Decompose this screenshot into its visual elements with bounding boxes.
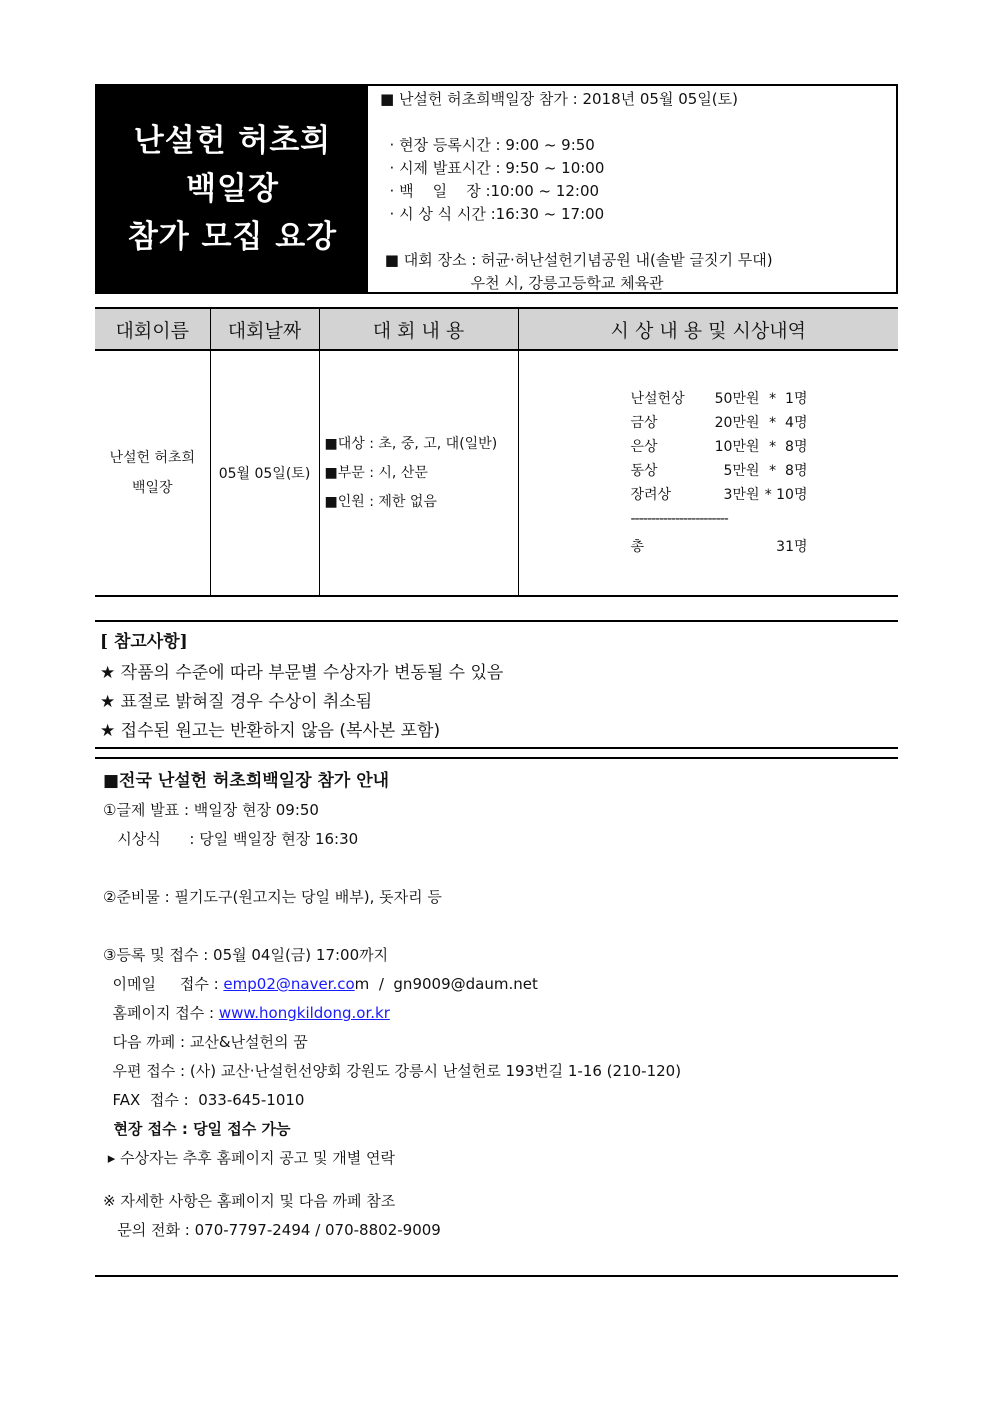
guide-ceremony: 시상식 : 당일 백일장 현장 16:30	[103, 830, 359, 848]
homepage-label: 홈페이지 접수 :	[103, 1004, 219, 1022]
schedule-registration: · 현장 등록시간 : 9:00 ~ 9:50	[380, 136, 595, 154]
guide-onsite: 현장 접수 : 당일 접수 가능	[103, 1120, 291, 1138]
guide-phone: 문의 전화 : 070-7797-2494 / 070-8802-9009	[103, 1221, 441, 1239]
email-rest: m / gn9009@daum.net	[354, 975, 538, 993]
prize-row	[631, 411, 899, 435]
contest-name-cell	[95, 350, 210, 596]
divider	[95, 747, 898, 749]
guide-heading: ■전국 난설헌 허초희백일장 참가 안내	[103, 771, 390, 791]
header-content: 대 회 내 용	[319, 308, 518, 350]
divider	[95, 620, 898, 622]
title-line-3: 참가 모집 요강	[127, 219, 338, 255]
reference-item: ★ 작품의 수준에 따라 부문별 수상자가 변동될 수 있음	[100, 663, 504, 683]
reference-heading: [ 참고사항]	[100, 632, 188, 652]
prize-name: 금상	[630, 415, 658, 431]
schedule-contest: · 백 일 장 :10:00 ~ 12:00	[380, 182, 600, 200]
content-category: ■부문 : 시, 산문	[324, 464, 428, 481]
prize-amount: 5만원	[723, 463, 760, 479]
guide-topic-announce: ①글제 발표 : 백일장 현장 09:50	[103, 801, 319, 819]
prize-amount: 10만원	[714, 439, 760, 455]
venue-main: ■ 대회 장소 : 허균·허난설헌기념공원 내(솔밭 글짓기 무대)	[380, 251, 773, 269]
guide-email	[103, 970, 681, 999]
header-date: 대회날짜	[210, 308, 319, 350]
prize-name: 은상	[630, 439, 658, 455]
prize-amount: 20만원	[714, 415, 760, 431]
prize-cell	[518, 350, 898, 596]
content-limit: ■인원 : 제한 없음	[324, 493, 437, 510]
total-label: 총	[630, 539, 645, 555]
prize-amount: 3만원	[723, 487, 760, 503]
reference-item: ★ 표절로 밝혀질 경우 수상이 취소됨	[100, 692, 373, 712]
prize-row	[631, 459, 899, 483]
guide-cafe: 다음 까페 : 교산&난설헌의 꿈	[103, 1033, 308, 1051]
prize-row	[631, 387, 899, 411]
header-prize: 시 상 내 용 및 시상내역	[518, 308, 898, 350]
header-name: 대회이름	[95, 308, 210, 350]
homepage-link[interactable]: www.hongkildong.or.kr	[218, 1004, 390, 1022]
title-line-2: 백일장	[186, 171, 279, 207]
title-block	[97, 86, 368, 292]
email-link[interactable]: emp02@naver.co	[223, 975, 355, 993]
reference-item: ★ 접수된 원고는 반환하지 않음 (복사본 포함)	[100, 721, 441, 741]
event-info	[368, 86, 896, 292]
guide-homepage	[103, 999, 681, 1028]
schedule-ceremony: · 시 상 식 시간 :16:30 ~ 17:00	[380, 205, 605, 223]
reference-section	[100, 628, 503, 746]
prize-count: * 1명	[769, 391, 808, 407]
guide-fax: FAX 접수 : 033-645-1010	[103, 1091, 305, 1109]
guide-section	[103, 767, 681, 1245]
prize-count: * 10명	[764, 487, 808, 503]
total-count: 31명	[776, 539, 808, 555]
prize-count: * 4명	[769, 415, 808, 431]
prize-name: 동상	[630, 463, 658, 479]
divider	[95, 1275, 898, 1277]
contest-date: 05월 05일(토)	[210, 350, 319, 596]
contest-name-line-1: 난설헌 허초희	[109, 450, 196, 466]
guide-note: ※ 자세한 사항은 홈페이지 및 다음 까페 참조	[103, 1192, 396, 1210]
schedule-topic: · 시제 발표시간 : 9:50 ~ 10:00	[380, 159, 605, 177]
contest-table	[95, 307, 898, 597]
contest-name-line-2: 백일장	[131, 480, 173, 496]
contest-content-cell	[319, 350, 518, 596]
email-label: 이메일 접수 :	[103, 975, 224, 993]
guide-post: 우편 접수 : (사) 교산·난설헌선양회 강원도 강릉시 난설헌로 193번길 1-16 (210-120)	[103, 1062, 682, 1080]
divider	[95, 757, 898, 759]
guide-registration: ③등록 및 접수 : 05월 04일(금) 17:00까지	[103, 946, 389, 964]
table-header-row	[95, 308, 898, 350]
prize-name: 장려상	[630, 487, 672, 503]
prize-row	[631, 435, 899, 459]
title-line-1: 난설헌 허초희	[133, 123, 332, 159]
venue-rain: 우천 시, 강릉고등학교 체육관	[380, 274, 664, 292]
content-target: ■대상 : 초, 중, 고, 대(일반)	[324, 435, 498, 452]
prize-row	[631, 483, 899, 507]
participation-date: ■ 난설헌 허초희백일장 참가 : 2018년 05월 05일(토)	[380, 90, 739, 108]
prize-amount: 50만원	[714, 391, 760, 407]
prize-count: * 8명	[769, 463, 808, 479]
guide-preparation: ②준비물 : 필기도구(원고지는 당일 배부), 돗자리 등	[103, 888, 442, 906]
prize-total	[631, 535, 899, 559]
prize-separator: ------------------------	[630, 511, 728, 527]
prize-count: * 8명	[769, 439, 808, 455]
table-row	[95, 350, 898, 596]
prize-name: 난설헌상	[630, 391, 685, 407]
header-box	[95, 84, 898, 294]
guide-winners: ▸ 수상자는 추후 홈페이지 공고 및 개별 연락	[103, 1149, 396, 1167]
